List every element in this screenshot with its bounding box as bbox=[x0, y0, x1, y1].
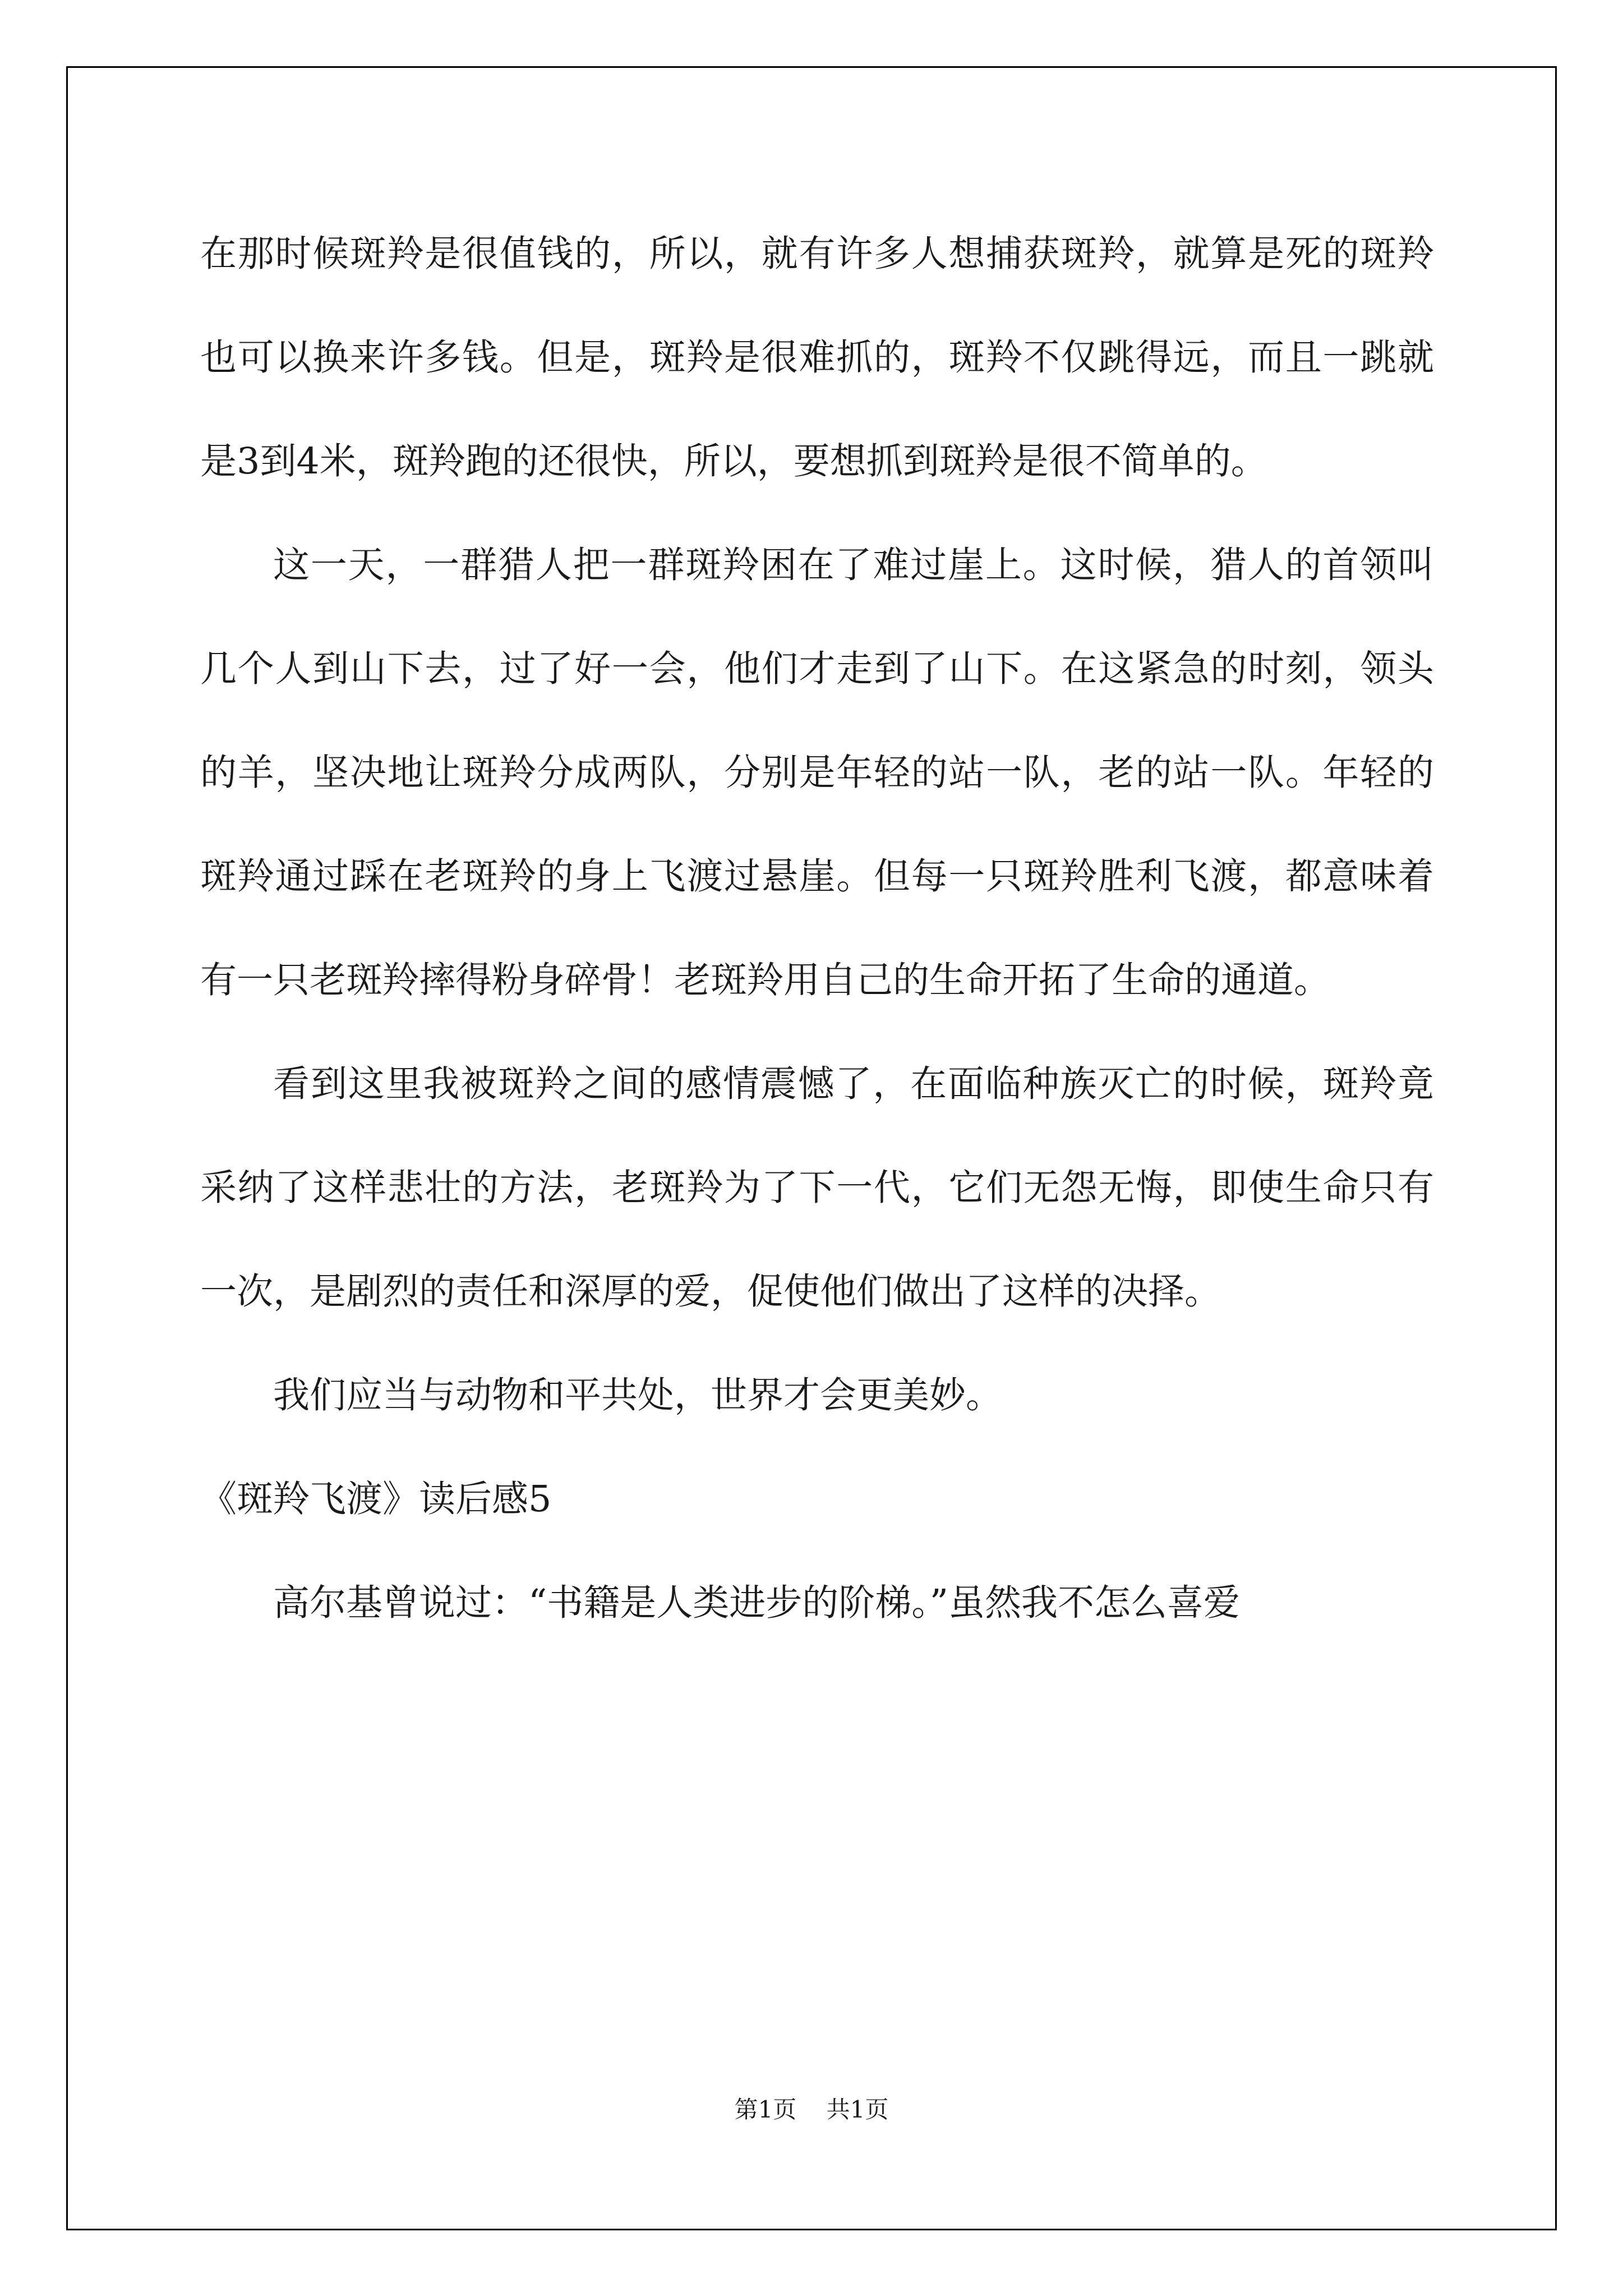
paragraph-4: 我们应当与动物和平共处，世界才会更美妙。 bbox=[273, 1374, 1003, 1416]
document-body bbox=[200, 202, 1434, 1655]
paragraph-2: 这一天，一群猎人把一群斑羚困在了难过崖上。这时候，猎人的首领叫几个人到山下去，过了好一会，他们才走到了山下。在这紧急的时刻，领头的羊，坚决地让斑羚分成两队，分别是年轻的站一队，老的站一队。年轻的斑羚通过踩在老斑羚的身上飞渡过悬崖。但每一只斑羚胜利飞渡，都意味着有一只老斑羚摔得粉身碎骨！老斑羚用自己的生命开拓了生命的通道。 bbox=[200, 544, 1434, 1001]
paragraph-3: 看到这里我被斑羚之间的感情震憾了，在面临种族灭亡的时候，斑羚竟采纳了这样悲壮的方法，老斑羚为了下一代，它们无怨无悔，即使生命只有一次，是剧烈的责任和深厚的爱，促使他们做出了这样的决择。 bbox=[200, 1063, 1434, 1313]
page-total: 共1页 bbox=[826, 2096, 889, 2123]
page-number: 第1页 bbox=[734, 2096, 797, 2123]
paragraph-1: 在那时候斑羚是很值钱的，所以，就有许多人想捕获斑羚，就算是死的斑羚也可以换来许多钱。但是，斑羚是很难抓的，斑羚不仅跳得远，而且一跳就是3到4米，斑羚跑的还很快，所以，要想抓到斑羚是很不简单的。 bbox=[200, 233, 1434, 482]
page-footer bbox=[0, 2091, 1623, 2125]
section-heading: 《斑羚飞渡》读后感5 bbox=[200, 1478, 552, 1520]
paragraph-5: 高尔基曾说过：“书籍是人类进步的阶梯。”虽然我不怎么喜爱 bbox=[273, 1582, 1240, 1624]
